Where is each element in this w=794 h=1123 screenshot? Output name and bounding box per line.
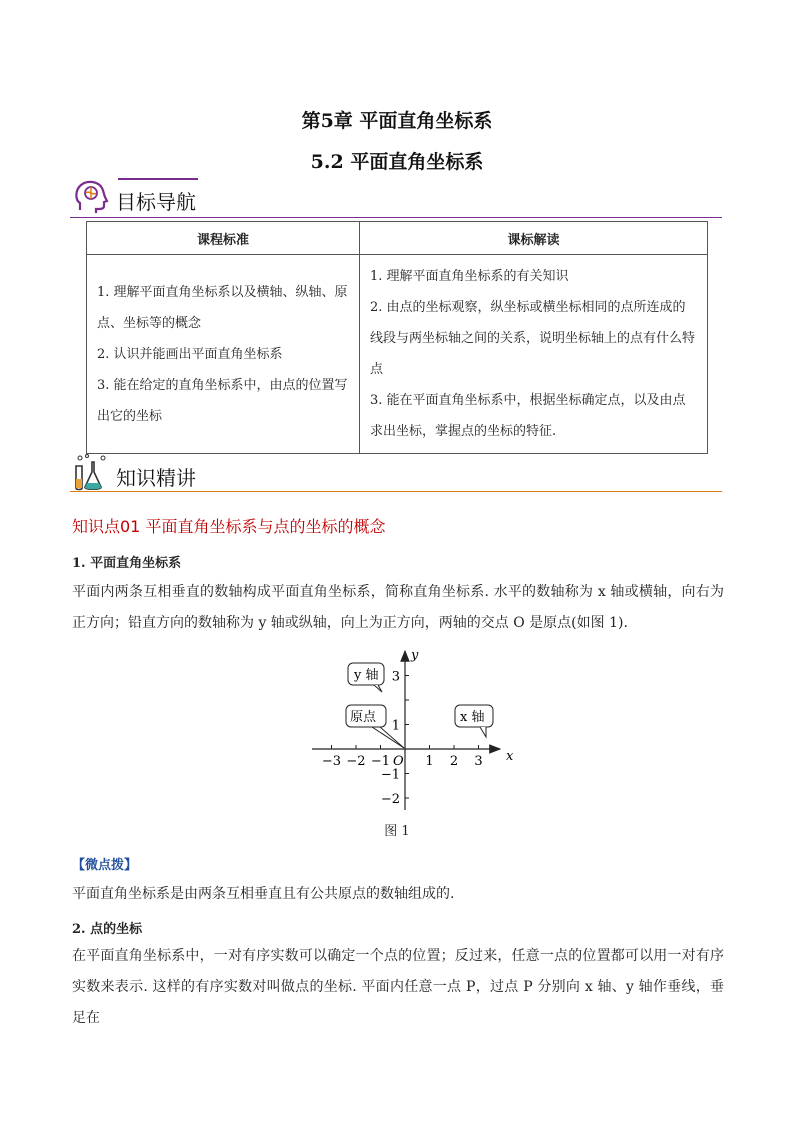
y-tick-label: −2 — [380, 792, 400, 807]
callout-y-text: y 轴 — [354, 668, 379, 683]
list-item: 2. 认识并能画出平面直角坐标系 — [97, 346, 283, 362]
knowledge-underline — [70, 491, 722, 493]
x-axis-label: x — [506, 749, 514, 764]
knowledge-point-title: 知识点01 平面直角坐标系与点的坐标的概念 — [72, 517, 386, 536]
tip-label: 【微点拨】 — [72, 858, 138, 873]
table-header-interpretation: 课标解读 — [360, 222, 708, 255]
coordinate-figure — [300, 645, 530, 820]
interpretation-cell — [360, 255, 708, 454]
x-tick-label: −3 — [321, 754, 342, 769]
head-brain-icon — [72, 178, 110, 216]
table-row — [87, 255, 708, 454]
x-tick-label: −2 — [346, 754, 366, 769]
tip-text: 平面直角坐标系是由两条互相垂直且有公共原点的数轴组成的. — [72, 886, 455, 902]
list-item: 2. 由点的坐标观察，纵坐标或横坐标相同的点所连成的线段与两坐标轴之间的关系，说明坐标轴上的点有什么特点 — [370, 300, 696, 377]
table-header-standard: 课程标准 — [87, 222, 360, 255]
list-item: 1. 理解平面直角坐标系的有关知识 — [370, 269, 569, 284]
y-axis-label: y — [411, 648, 419, 663]
figure-caption: 图 1 — [384, 824, 410, 839]
standard-cell — [87, 255, 360, 454]
chapter-title: 第5章 平面直角坐标系 — [301, 110, 493, 132]
y-tick-label: 3 — [391, 669, 400, 685]
goal-top-rule — [118, 178, 198, 180]
paragraph-coordinate-system: 平面内两条互相垂直的数轴构成平面直角坐标系，简称直角坐标系. 水平的数轴称为 x 轴或横轴，向右为正方向；铅直方向的数轴称为 y 轴或纵轴，向上为正方向，两轴的交点 O 是原点(如图 1). — [72, 584, 724, 631]
callout-y-axis — [348, 663, 384, 692]
table-header-row — [87, 222, 708, 255]
y-tick-label: 1 — [391, 718, 400, 734]
goal-underline — [70, 217, 722, 219]
callout-x-axis — [455, 705, 493, 737]
knowledge-section-label: 知识精讲 — [116, 466, 196, 490]
subheading-point-coordinates: 2. 点的坐标 — [72, 922, 143, 937]
y-tick-label: −1 — [380, 767, 400, 783]
knowledge-section-header — [70, 452, 722, 492]
list-item: 3. 能在平面直角坐标系中，根据坐标确定点，以及由点求出坐标，掌握点的坐标的特征. — [370, 393, 686, 439]
origin-label: O — [393, 754, 404, 769]
x-tick-label: 1 — [425, 754, 434, 769]
x-tick-label: 3 — [474, 754, 483, 769]
paragraph-point-coordinates: 在平面直角坐标系中，一对有序实数可以确定一个点的位置；反过来，任意一点的位置都可以用一对有序实数来表示. 这样的有序实数对叫做点的坐标. 平面内任意一点 P，过点 P 分别向 x 轴、y 轴作垂线，垂足在 — [72, 948, 724, 1026]
section-title: 5.2 平面直角坐标系 — [310, 151, 484, 173]
objectives-table — [86, 221, 708, 454]
x-tick-label: 2 — [449, 754, 459, 769]
goal-section-label: 目标导航 — [116, 190, 196, 214]
callout-origin-text: 原点 — [350, 710, 377, 725]
list-item: 3. 能在给定的直角坐标系中，由点的位置写出它的坐标 — [97, 377, 348, 424]
x-tick-label: −1 — [370, 754, 391, 769]
list-item: 1. 理解平面直角坐标系以及横轴、纵轴、原点、坐标等的概念 — [97, 284, 348, 331]
goal-section-header — [70, 178, 722, 218]
subheading-coordinate-system: 1. 平面直角坐标系 — [72, 556, 182, 571]
callout-x-text: x 轴 — [460, 710, 485, 725]
lab-flask-icon — [70, 452, 110, 492]
